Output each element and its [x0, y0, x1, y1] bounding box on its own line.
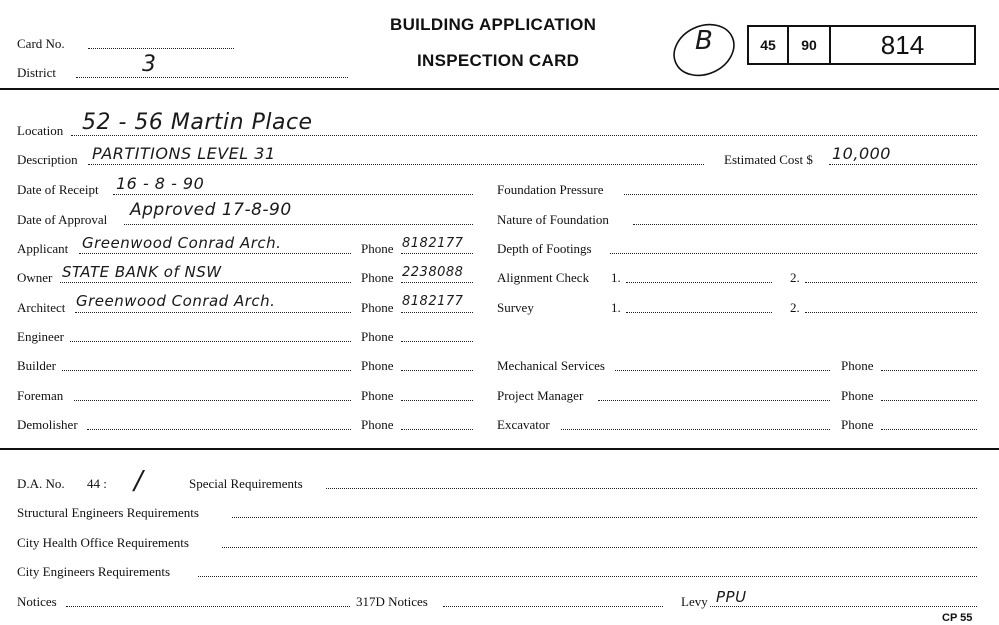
survey-1: 1. — [611, 300, 621, 315]
applicant-phone-label: Phone — [361, 241, 394, 256]
description-label: Description — [17, 152, 78, 167]
builder-line — [62, 370, 351, 371]
owner-line — [60, 282, 351, 283]
da-label: D.A. No. — [17, 476, 65, 491]
location-value: 52 - 56 Martin Place — [82, 110, 313, 135]
title-line1: BUILDING APPLICATION — [390, 15, 597, 34]
form-code: CP 55 — [942, 612, 973, 624]
foreman-label: Foreman — [17, 388, 64, 403]
survey-2-line — [805, 312, 977, 313]
middle-divider — [0, 448, 999, 450]
levy-value: PPU — [716, 588, 747, 606]
notices-317d-label: 317D Notices — [356, 594, 428, 609]
notices-line — [66, 606, 350, 607]
description-line — [88, 164, 704, 165]
estimated-cost-label: Estimated Cost $ — [724, 152, 813, 167]
alignment-check-1-line — [626, 282, 772, 283]
structural-line — [232, 517, 977, 518]
date-receipt-value: 16 - 8 - 90 — [116, 174, 205, 193]
applicant-phone-value: 8182177 — [402, 236, 464, 251]
mechanical-phone-label: Phone — [841, 358, 874, 373]
card-no-line — [88, 48, 234, 49]
levy-label: Levy — [681, 594, 708, 609]
demolisher-line — [87, 429, 351, 430]
excavator-phone-line — [881, 429, 977, 430]
engineer-phone-line — [401, 341, 473, 342]
date-receipt-label: Date of Receipt — [17, 182, 99, 197]
alignment-check-2: 2. — [790, 270, 800, 285]
code-box-1 — [747, 25, 789, 65]
builder-phone-line — [401, 370, 473, 371]
date-approval-label: Date of Approval — [17, 212, 108, 227]
depth-footings-line — [610, 253, 977, 254]
applicant-line — [79, 253, 351, 254]
health-line — [222, 547, 977, 548]
architect-label: Architect — [17, 300, 66, 315]
demolisher-phone-label: Phone — [361, 417, 394, 432]
date-approval-line — [124, 224, 473, 225]
foreman-line — [74, 400, 351, 401]
demolisher-phone-line — [401, 429, 473, 430]
foundation-pressure-line — [624, 194, 977, 195]
mechanical-label: Mechanical Services — [497, 358, 605, 373]
district-line — [76, 77, 348, 78]
health-label: City Health Office Requirements — [17, 535, 189, 550]
engineer-line — [70, 341, 351, 342]
date-receipt-line — [113, 194, 473, 195]
nature-foundation-label: Nature of Foundation — [497, 212, 609, 227]
applicant-label: Applicant — [17, 241, 69, 256]
code-2: 90 — [801, 37, 817, 53]
architect-phone-label: Phone — [361, 300, 394, 315]
architect-phone-value: 8182177 — [402, 294, 464, 309]
da-value: 44 : — [87, 476, 107, 491]
notices-317d-line — [443, 606, 663, 607]
excavator-line — [561, 429, 830, 430]
builder-phone-label: Phone — [361, 358, 394, 373]
nature-foundation-line — [633, 224, 977, 225]
project-manager-phone-line — [881, 400, 977, 401]
estimated-cost-line — [829, 164, 977, 165]
da-mark: / — [134, 466, 144, 496]
owner-phone-line — [401, 282, 473, 283]
title-line2: INSPECTION CARD — [417, 51, 580, 70]
survey-2: 2. — [790, 300, 800, 315]
foreman-phone-label: Phone — [361, 388, 394, 403]
notices-label: Notices — [17, 594, 57, 609]
excavator-phone-label: Phone — [841, 417, 874, 432]
owner-value: STATE BANK of NSW — [62, 263, 222, 281]
alignment-check-label: Alignment Check — [497, 270, 590, 285]
structural-label: Structural Engineers Requirements — [17, 505, 199, 520]
city-engineers-line — [198, 576, 977, 577]
applicant-value: Greenwood Conrad Arch. — [82, 234, 282, 252]
description-value: PARTITIONS LEVEL 31 — [92, 144, 276, 163]
owner-label: Owner — [17, 270, 53, 285]
special-req-label: Special Requirements — [189, 476, 303, 491]
circled-b-letter: B — [695, 26, 714, 56]
survey-label: Survey — [497, 300, 534, 315]
special-req-line — [326, 488, 977, 489]
architect-line — [75, 312, 351, 313]
foreman-phone-line — [401, 400, 473, 401]
project-manager-phone-label: Phone — [841, 388, 874, 403]
alignment-check-1: 1. — [611, 270, 621, 285]
builder-label: Builder — [17, 358, 56, 373]
location-line — [71, 135, 977, 136]
district-value: 3 — [142, 52, 157, 77]
depth-footings-label: Depth of Footings — [497, 241, 592, 256]
survey-1-line — [626, 312, 772, 313]
city-engineers-label: City Engineers Requirements — [17, 564, 171, 579]
card-number-box — [829, 25, 976, 65]
header-divider — [0, 88, 999, 90]
applicant-phone-line — [401, 253, 473, 254]
code-1: 45 — [760, 37, 776, 53]
demolisher-label: Demolisher — [17, 417, 78, 432]
architect-value: Greenwood Conrad Arch. — [76, 292, 276, 310]
code-box-2 — [787, 25, 831, 65]
engineer-label: Engineer — [17, 329, 64, 344]
excavator-label: Excavator — [497, 417, 550, 432]
levy-line — [710, 606, 977, 607]
project-manager-label: Project Manager — [497, 388, 584, 403]
mechanical-line — [615, 370, 830, 371]
alignment-check-2-line — [805, 282, 977, 283]
location-label: Location — [17, 123, 64, 138]
estimated-cost-value: 10,000 — [832, 144, 891, 163]
architect-phone-line — [401, 312, 473, 313]
mechanical-phone-line — [881, 370, 977, 371]
engineer-phone-label: Phone — [361, 329, 394, 344]
owner-phone-value: 2238088 — [402, 265, 464, 280]
card-number: 814 — [880, 29, 925, 60]
card-no-label: Card No. — [17, 36, 65, 51]
foundation-pressure-label: Foundation Pressure — [497, 182, 604, 197]
date-approval-value: Approved 17-8-90 — [130, 200, 292, 220]
district-label: District — [17, 65, 56, 80]
project-manager-line — [598, 400, 830, 401]
owner-phone-label: Phone — [361, 270, 394, 285]
